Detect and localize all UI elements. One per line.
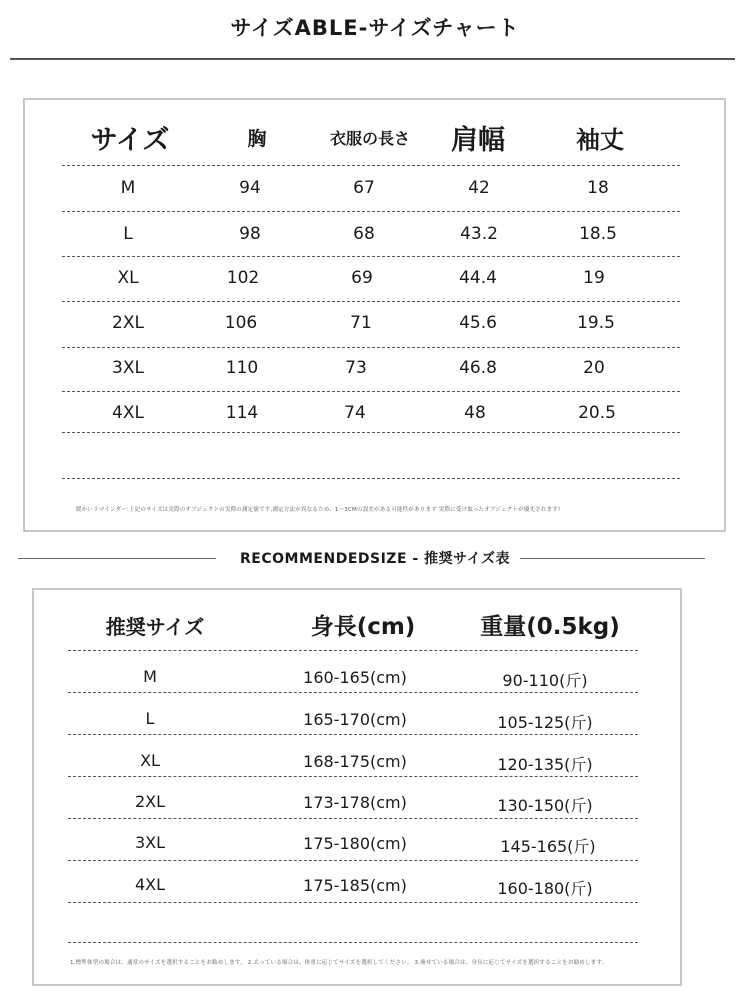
size-chart-note: 暖かいリマインダー:上記のサイズは実際のオブジェクトの実際の測定値です,測定方法が異なるため、1～3CMの誤差がある可能性があります 実際に受け取ったオブジェクトが優先されます! — [76, 507, 561, 513]
cell-chest: 98 — [239, 224, 261, 244]
cell-length: 67 — [353, 178, 375, 198]
cell-size: M — [120, 178, 136, 198]
cell-chest: 106 — [224, 313, 258, 333]
cell-height: 175-180(cm) — [303, 834, 407, 853]
header-sleeve: 袖丈 — [576, 126, 624, 154]
row-divider — [68, 942, 638, 943]
cell-length: 69 — [351, 268, 373, 288]
cell-recommend-size: 2XL — [134, 792, 166, 811]
cell-recommend-size: XL — [140, 751, 160, 770]
cell-weight: 105-125(斤) — [497, 713, 593, 732]
cell-sleeve: 18 — [587, 178, 609, 198]
cell-length: 73 — [345, 358, 367, 378]
section-title-text: RECOMMENDEDSIZE - 推奨サイズ表 — [230, 551, 520, 567]
cell-size: 4XL — [112, 403, 144, 423]
cell-sleeve: 19 — [583, 268, 605, 288]
cell-shoulder: 44.4 — [459, 268, 497, 288]
section-title — [0, 548, 750, 568]
row-divider — [68, 776, 638, 777]
cell-length: 74 — [344, 403, 366, 423]
row-divider — [68, 650, 638, 651]
cell-sleeve: 20.5 — [578, 403, 616, 423]
header-chest: 胸 — [247, 128, 267, 150]
cell-shoulder: 42 — [468, 178, 490, 198]
row-divider — [62, 211, 680, 212]
header-recommend-size: 推奨サイズ — [105, 615, 205, 639]
cell-height: 173-178(cm) — [303, 793, 407, 812]
row-divider — [68, 818, 638, 819]
row-divider — [62, 391, 680, 392]
cell-shoulder: 46.8 — [459, 358, 497, 378]
cell-size: XL — [117, 268, 139, 288]
row-divider — [68, 692, 638, 693]
row-divider — [62, 432, 680, 433]
header-shoulder: 肩幅 — [451, 125, 505, 156]
cell-height: 160-165(cm) — [303, 668, 407, 687]
cell-chest: 102 — [226, 268, 260, 288]
cell-weight: 120-135(斤) — [497, 755, 593, 774]
row-divider — [62, 165, 680, 166]
cell-weight: 145-165(斤) — [500, 837, 596, 856]
title-divider — [10, 58, 735, 60]
cell-size: 3XL — [112, 358, 144, 378]
cell-weight: 90-110(斤) — [502, 671, 588, 690]
cell-recommend-size: 4XL — [134, 875, 166, 894]
cell-length: 68 — [353, 224, 375, 244]
row-divider — [62, 301, 680, 302]
cell-height: 168-175(cm) — [303, 752, 407, 771]
row-divider — [68, 860, 638, 861]
header-length: 衣服の長さ — [329, 129, 411, 148]
row-divider — [68, 734, 638, 735]
header-height: 身長(cm) — [310, 614, 416, 640]
cell-sleeve: 19.5 — [577, 313, 615, 333]
row-divider — [62, 347, 680, 348]
cell-size: 2XL — [112, 313, 144, 333]
cell-recommend-size: M — [143, 667, 157, 686]
cell-size: L — [123, 224, 133, 244]
cell-chest: 94 — [239, 178, 261, 198]
row-divider — [62, 478, 680, 479]
cell-sleeve: 18.5 — [579, 224, 617, 244]
cell-recommend-size: 3XL — [134, 833, 166, 852]
recommend-note: 1.標準体型の場合は、通常のサイズを選択することをお勧めします。 2.太っている場合は、体重に応じてサイズを選択してください。 3.痩せている場合は、身長に応じてサイズを選択することをお勧めします。 — [70, 960, 608, 966]
recommend-frame — [32, 588, 682, 986]
cell-chest: 114 — [225, 403, 259, 423]
cell-recommend-size: L — [145, 709, 155, 728]
row-divider — [68, 902, 638, 903]
cell-height: 165-170(cm) — [303, 710, 407, 729]
row-divider — [62, 256, 680, 257]
cell-height: 175-185(cm) — [303, 876, 407, 895]
header-weight: 重量(0.5kg) — [480, 614, 620, 640]
cell-weight: 160-180(斤) — [497, 879, 593, 898]
cell-sleeve: 20 — [583, 358, 605, 378]
cell-chest: 110 — [225, 358, 259, 378]
header-size: サイズ — [90, 125, 170, 156]
cell-shoulder: 45.6 — [459, 313, 497, 333]
cell-shoulder: 43.2 — [460, 224, 498, 244]
cell-weight: 130-150(斤) — [497, 796, 593, 815]
cell-shoulder: 48 — [464, 403, 486, 423]
page-title: サイズABLE-サイズチャート — [230, 16, 520, 40]
cell-length: 71 — [350, 313, 372, 333]
